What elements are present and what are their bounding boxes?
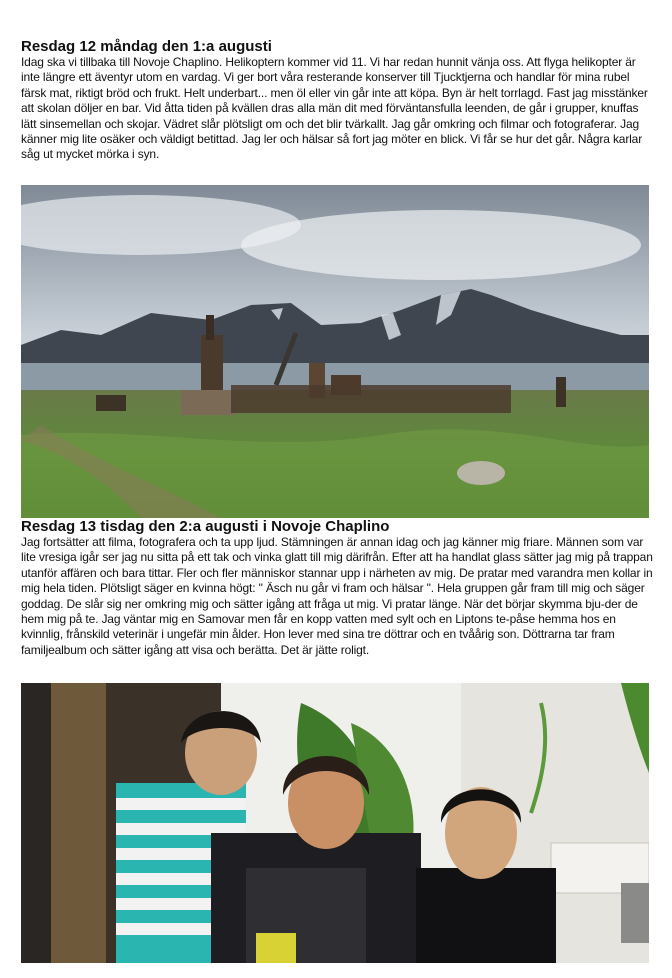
- day12-heading: Resdag 12 måndag den 1:a augusti: [21, 38, 272, 55]
- landscape-photo: [21, 185, 649, 518]
- people-photo: [21, 683, 649, 963]
- day13-body: Jag fortsätter att filma, fotografera och ta upp ljud. Stämningen är annan idag och jag känner mig friare. Männen som var lite vresiga igår ser jag nu sitta på ett tak och vinka glatt till mig därifrån. Efter att ha handlat glass sätter jag mig på trappan utanför affären och bara tittar. Fler och fler människor stannar upp i närheten av mig. De pratar med varandra men kollar in mig hela tiden. Plötsligt säger en kvinna högt: " Äsch nu går vi fram och hälsar ". Hela gruppen går fram till mig och säger goddag. De slår sig ner omkring mig och sätter igång att fråga ut mig. Vi pratar länge. När det börjar skymma bju-der de hem mig på te. Jag väntar mig en Samovar men får en kopp vatten med sylt och en Liptons te-påse hemma hos en kvinnlig, frånskild veterinär i ungefär min ålder. Hon lever med sina tre döttrar och en tvåårig son. Döttrarna tar fram familjealbum och sätter igång att visa och berätta. Det är jätte roligt.: [21, 535, 653, 657]
- day13-heading: Resdag 13 tisdag den 2:a augusti i Novoje Chaplino: [21, 518, 390, 535]
- day12-body: Idag ska vi tillbaka till Novoje Chaplino. Helikoptern kommer vid 11. Vi har redan hunnit vänja oss. Att flyga helikopter är inte längre ett äventyr utom en vardag. Vi ger bort våra resterande konserver till Tjucktjerna och handlar för mina rubel färsk mat, riktigt bröd och frukt. Helt underbart... men öl eller vin går inte att köpa. Byn är helt torrlagd. Fast jag misstänker att skolan döljer en bar. Vid åtta tiden på kvällen dras alla män dit med förväntansfulla leenden, de går i grupper, knuffas lätt sinsemellan och skojar. Vädret slår plötsligt om och det blir tvärkallt. Jag går omkring och filmar och fotograferar. Jag känner mig lite osäker och väldigt betittad. Jag ler och hälsar så fort jag möter en blick. Vi får se hur det går. Några karlar såg ut mycket mörka i syn.: [21, 55, 648, 162]
